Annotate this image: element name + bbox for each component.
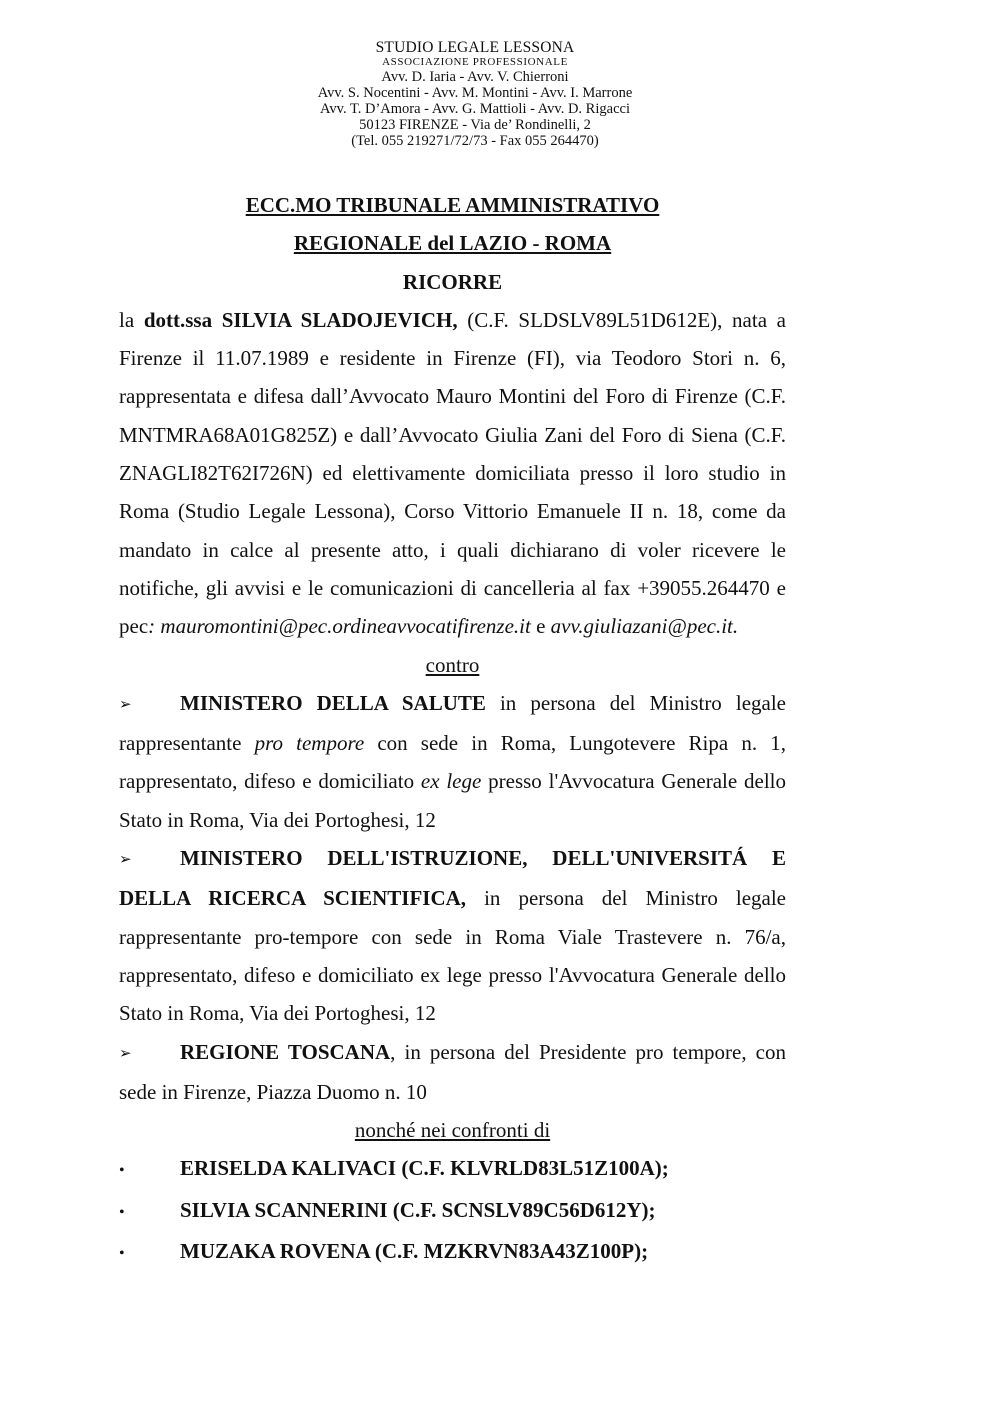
firm-association: ASSOCIAZIONE PROFESSIONALE <box>382 56 568 68</box>
firm-contacts: (Tel. 055 219271/72/73 - Fax 055 264470) <box>351 133 599 149</box>
firm-lawyers-line-3: Avv. T. D’Amora - Avv. G. Mattioli - Avv. D. Rigacci <box>320 101 630 117</box>
firm-address: 50123 FIRENZE - Via de’ Rondinelli, 2 <box>359 117 591 133</box>
respondent-regione-toscana <box>119 1033 786 1112</box>
firm-lawyers-line-1: Avv. D. Iaria - Avv. V. Chierroni <box>381 69 569 85</box>
arrow-bullet-icon: ➢ <box>119 696 132 713</box>
list-item <box>119 1191 786 1232</box>
respondent-name-cont: DELLA RICERCA SCIENTIFICA, <box>119 886 467 911</box>
respondent-text: in persona del Ministro legale rappresentante pro-tempore con sede in Roma Viale Trastevere n. 76/a, rappresentato, difeso e domiciliato ex lege presso l'Avvocatura Generale dello Stato in Roma, Via dei Portoghesi, 12 <box>119 886 786 1026</box>
counterparty-name: ERISELDA KALIVACI (C.F. KLVRLD83L51Z100A); <box>180 1156 669 1181</box>
document-body <box>119 186 786 1273</box>
applicant-paragraph <box>119 301 786 646</box>
applicant-article: la <box>119 307 135 332</box>
applicant-name: dott.ssa SILVIA SLADOJEVICH, <box>143 307 458 332</box>
respondent-text: con sede in Roma, Lungotevere Ripa n. 1, rappresentato, difeso e domiciliato <box>119 731 787 794</box>
arrow-bullet-icon: ➢ <box>119 852 132 869</box>
respondent-text: presso l'Avvocatura Generale dello Stato in Roma, Via dei Portoghesi, 12 <box>119 769 787 832</box>
counterparty-name: SILVIA SCANNERINI (C.F. SCNSLV89C56D612Y); <box>180 1197 656 1222</box>
bullet-icon: • <box>119 1203 125 1221</box>
arrow-bullet-icon: ➢ <box>119 1045 132 1062</box>
ricorre-heading: RICORRE <box>402 269 503 294</box>
court-title-line-1: ECC.MO TRIBUNALE AMMINISTRATIVO <box>245 193 660 217</box>
respondent-ministero-istruzione <box>119 839 786 1032</box>
pec-conjunction: e <box>536 614 546 639</box>
list-item <box>119 1149 786 1190</box>
respondent-text: in persona del Ministro legale rappresentante <box>119 690 787 756</box>
respondent-italic: ex lege <box>420 769 482 794</box>
bullet-icon: • <box>119 1245 125 1263</box>
respondent-name: MINISTERO DELL'ISTRUZIONE, DELL'UNIVERSITÁ E <box>180 846 786 871</box>
nonche-heading: nonché nei confronti di <box>354 1118 551 1143</box>
firm-name: STUDIO LEGALE LESSONA <box>375 39 575 56</box>
letterhead <box>0 40 950 149</box>
contro-heading: contro <box>425 652 480 677</box>
counterparty-name: MUZAKA ROVENA (C.F. MZKRVN83A43Z100P); <box>180 1239 649 1264</box>
court-title-line-2: REGIONALE del LAZIO - ROMA <box>293 231 612 256</box>
respondent-name: MINISTERO DELLA SALUTE <box>180 690 486 715</box>
pec-email-zani: avv.giuliazani@pec.it. <box>550 614 739 639</box>
respondent-italic: pro tempore <box>254 731 365 756</box>
respondent-text: , in persona del Presidente pro tempore, con sede in Firenze, Piazza Duomo n. 10 <box>119 1039 786 1104</box>
bullet-icon: • <box>119 1162 125 1180</box>
pec-colon: : <box>148 614 156 639</box>
applicant-details: (C.F. SLDSLV89L51D612E), nata a Firenze il 11.07.1989 e residente in Firenze (FI), via Teodoro Stori n. 6, rappresentata e difesa dall’Avvocato Mauro Montini del Foro di Firenze (C.F. MNTMRA68A01G825Z) e dall’Avvocato Giulia Zani del Foro di Siena (C.F. ZNAGLI82T62I726N) ed elettivamente domiciliata presso il loro studio in Roma (Studio Legale Lessona), Corso Vittorio Emanuele II n. 18, come da mandato in calce al presente atto, i quali dichiarano di voler ricevere le notifiche, gli avvisi e le comunicazioni di cancelleria al fax +39055.264470 e pec <box>119 307 787 639</box>
firm-lawyers-line-2: Avv. S. Nocentini - Avv. M. Montini - Avv. I. Marrone <box>317 85 633 101</box>
respondent-name: REGIONE TOSCANA <box>180 1039 391 1064</box>
pec-email-montini: mauromontini@pec.ordineavvocatifirenze.it <box>160 614 531 639</box>
list-item <box>119 1232 786 1273</box>
respondent-ministero-salute <box>119 684 786 839</box>
